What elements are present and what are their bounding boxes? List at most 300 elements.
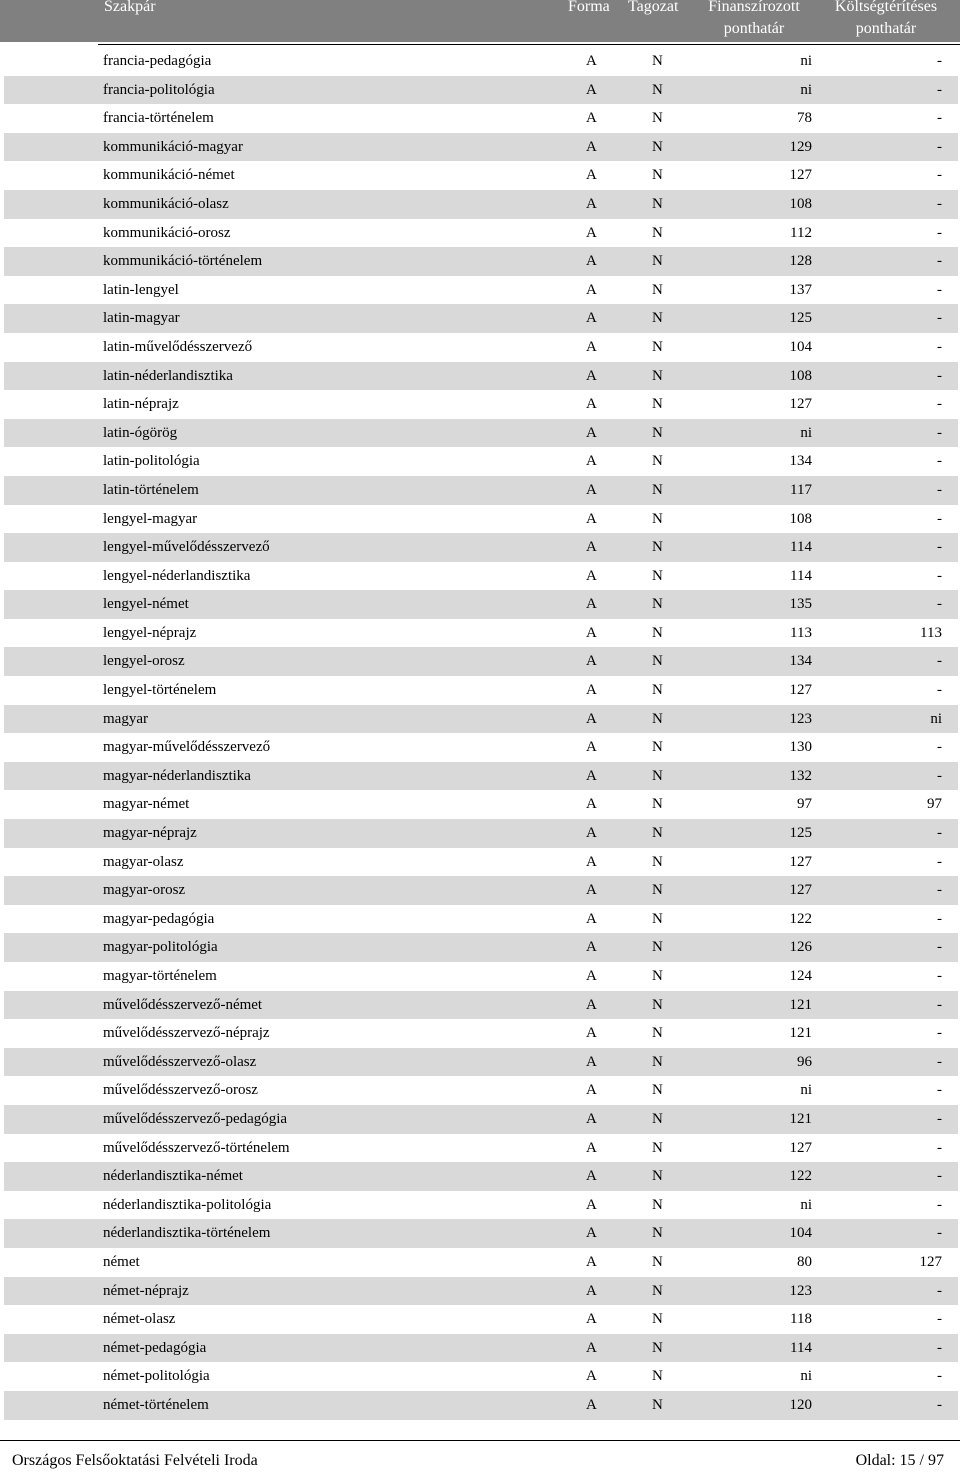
cell-forma: A	[586, 1110, 597, 1127]
cell-koltsegteriteses: -	[937, 653, 942, 670]
cell-koltsegteriteses: -	[937, 424, 942, 441]
cell-szakpar: kommunikáció-történelem	[103, 253, 263, 270]
cell-szakpar: művelődésszervező-német	[103, 996, 263, 1013]
cell-tagozat: N	[652, 424, 663, 441]
cell-finanszirozott: 135	[789, 596, 812, 613]
cell-tagozat: N	[652, 110, 663, 127]
cell-tagozat: N	[652, 481, 663, 498]
cell-finanszirozott: 112	[790, 224, 812, 241]
table-row	[0, 1105, 960, 1134]
cell-koltsegteriteses: -	[937, 682, 942, 699]
cell-szakpar: lengyel-néderlandisztika	[103, 567, 251, 584]
cell-finanszirozott: ni	[800, 1196, 812, 1213]
cell-koltsegteriteses: -	[937, 1368, 942, 1385]
cell-forma: A	[586, 1282, 597, 1299]
cell-finanszirozott: 127	[789, 882, 812, 899]
table-row	[0, 390, 960, 419]
cell-szakpar: néderlandisztika-politológia	[103, 1196, 272, 1213]
cell-finanszirozott: 122	[789, 910, 812, 927]
table-row	[0, 362, 960, 391]
cell-finanszirozott: ni	[800, 53, 812, 69]
cell-forma: A	[586, 539, 597, 556]
cell-tagozat: N	[652, 682, 663, 699]
cell-forma: A	[586, 81, 597, 98]
table-row	[0, 905, 960, 934]
cell-tagozat: N	[652, 195, 663, 212]
cell-szakpar: magyar	[103, 710, 148, 727]
table-row	[0, 1277, 960, 1306]
table-row	[0, 590, 960, 619]
cell-forma: A	[586, 1368, 597, 1385]
cell-tagozat: N	[652, 224, 663, 241]
table-row	[0, 333, 960, 362]
cell-finanszirozott: 120	[789, 1396, 812, 1413]
cell-forma: A	[586, 138, 597, 155]
cell-forma: A	[586, 1311, 597, 1328]
cell-tagozat: N	[652, 1282, 663, 1299]
cell-forma: A	[586, 910, 597, 927]
cell-koltsegteriteses: -	[937, 825, 942, 842]
cell-tagozat: N	[652, 1339, 663, 1356]
column-header-finanszirozott	[704, 0, 804, 40]
column-header-finanszirozott-line1: Finanszírozott	[708, 0, 800, 15]
cell-szakpar: néderlandisztika-történelem	[103, 1225, 271, 1242]
cell-tagozat: N	[652, 1168, 663, 1185]
cell-tagozat: N	[652, 1082, 663, 1099]
cell-szakpar: magyar-pedagógia	[103, 910, 215, 927]
cell-szakpar: német-olasz	[103, 1311, 176, 1328]
cell-koltsegteriteses: -	[937, 110, 942, 127]
header-divider	[98, 44, 960, 45]
cell-forma: A	[586, 1396, 597, 1413]
cell-szakpar: művelődésszervező-történelem	[103, 1139, 290, 1156]
table-row	[0, 219, 960, 248]
table-row	[0, 1019, 960, 1048]
table-row	[0, 505, 960, 534]
cell-tagozat: N	[652, 624, 663, 641]
cell-forma: A	[586, 1053, 597, 1070]
cell-finanszirozott: 108	[789, 195, 812, 212]
cell-koltsegteriteses: 127	[919, 1253, 942, 1270]
cell-tagozat: N	[652, 968, 663, 984]
cell-forma: A	[586, 653, 597, 670]
cell-finanszirozott: 127	[789, 167, 812, 184]
table-row	[0, 1391, 960, 1420]
table-body	[0, 47, 960, 1420]
table-row	[0, 276, 960, 305]
cell-forma: A	[586, 338, 597, 355]
cell-forma: A	[586, 510, 597, 527]
cell-tagozat: N	[652, 253, 663, 270]
cell-koltsegteriteses: -	[937, 1339, 942, 1356]
column-header-finanszirozott-line2: ponthatár	[723, 20, 785, 37]
footer-page-number: Oldal: 15 / 97	[855, 1452, 944, 1469]
table-row	[0, 161, 960, 190]
cell-tagozat: N	[652, 939, 663, 956]
cell-finanszirozott: 124	[789, 968, 812, 984]
cell-finanszirozott: 126	[789, 939, 812, 956]
column-header-szakpar: Szakpár	[104, 0, 156, 15]
cell-forma: A	[586, 281, 597, 298]
cell-finanszirozott: 121	[789, 996, 812, 1013]
table-row	[0, 190, 960, 219]
cell-finanszirozott: ni	[800, 81, 812, 98]
table-row	[0, 819, 960, 848]
cell-tagozat: N	[652, 567, 663, 584]
cell-finanszirozott: 134	[789, 653, 812, 670]
cell-szakpar: művelődésszervező-olasz	[103, 1053, 257, 1070]
cell-szakpar: francia-történelem	[103, 110, 214, 127]
table-row	[0, 47, 960, 76]
cell-koltsegteriteses: -	[937, 253, 942, 270]
table-row	[0, 304, 960, 333]
cell-tagozat: N	[652, 853, 663, 870]
cell-koltsegteriteses: -	[937, 53, 942, 69]
cell-szakpar: német-néprajz	[103, 1282, 189, 1299]
cell-szakpar: kommunikáció-magyar	[103, 138, 243, 155]
table-row	[0, 991, 960, 1020]
cell-koltsegteriteses: -	[937, 1311, 942, 1328]
cell-tagozat: N	[652, 367, 663, 384]
cell-finanszirozott: 97	[797, 796, 812, 813]
cell-forma: A	[586, 939, 597, 956]
cell-szakpar: kommunikáció-olasz	[103, 195, 229, 212]
table-row	[0, 1334, 960, 1363]
cell-finanszirozott: 104	[789, 1225, 812, 1242]
cell-tagozat: N	[652, 910, 663, 927]
cell-finanszirozott: 127	[789, 682, 812, 699]
column-header-tagozat: Tagozat	[628, 0, 679, 15]
cell-finanszirozott: ni	[800, 1368, 812, 1385]
cell-forma: A	[586, 253, 597, 270]
cell-koltsegteriteses: -	[937, 1025, 942, 1042]
cell-finanszirozott: 96	[797, 1053, 812, 1070]
cell-finanszirozott: 137	[789, 281, 812, 298]
cell-tagozat: N	[652, 1396, 663, 1413]
cell-finanszirozott: 134	[789, 453, 812, 470]
cell-tagozat: N	[652, 453, 663, 470]
cell-szakpar: magyar-olasz	[103, 853, 184, 870]
table-row	[0, 790, 960, 819]
cell-tagozat: N	[652, 281, 663, 298]
cell-szakpar: lengyel-magyar	[103, 510, 198, 527]
cell-forma: A	[586, 53, 597, 69]
cell-tagozat: N	[652, 1025, 663, 1042]
cell-koltsegteriteses: -	[937, 739, 942, 756]
table-row	[0, 933, 960, 962]
cell-szakpar: művelődésszervező-orosz	[103, 1082, 258, 1099]
table-header	[0, 0, 960, 42]
cell-tagozat: N	[652, 596, 663, 613]
cell-tagozat: N	[652, 1311, 663, 1328]
cell-szakpar: német	[103, 1253, 140, 1270]
table-row	[0, 1362, 960, 1391]
cell-tagozat: N	[652, 1196, 663, 1213]
cell-szakpar: magyar-néderlandisztika	[103, 767, 251, 784]
cell-koltsegteriteses: -	[937, 567, 942, 584]
column-header-forma: Forma	[568, 0, 610, 15]
table-row	[0, 705, 960, 734]
cell-szakpar: magyar-orosz	[103, 882, 186, 899]
footer-organization: Országos Felsőoktatási Felvételi Iroda	[12, 1452, 258, 1469]
cell-szakpar: lengyel-orosz	[103, 653, 185, 670]
cell-tagozat: N	[652, 653, 663, 670]
cell-finanszirozott: 127	[789, 853, 812, 870]
cell-szakpar: művelődésszervező-pedagógia	[103, 1110, 288, 1127]
table-row	[0, 733, 960, 762]
cell-szakpar: lengyel-művelődésszervező	[103, 539, 270, 556]
cell-koltsegteriteses: -	[937, 1396, 942, 1413]
cell-szakpar: lengyel-történelem	[103, 682, 217, 699]
cell-szakpar: latin-politológia	[103, 453, 200, 470]
cell-tagozat: N	[652, 138, 663, 155]
table-row	[0, 104, 960, 133]
cell-tagozat: N	[652, 739, 663, 756]
cell-tagozat: N	[652, 1139, 663, 1156]
cell-tagozat: N	[652, 1253, 663, 1270]
cell-koltsegteriteses: -	[937, 338, 942, 355]
cell-finanszirozott: 108	[789, 367, 812, 384]
table-row	[0, 1219, 960, 1248]
table-row	[0, 1048, 960, 1077]
cell-koltsegteriteses: -	[937, 1168, 942, 1185]
cell-forma: A	[586, 853, 597, 870]
table-row	[0, 76, 960, 105]
cell-szakpar: magyar-néprajz	[103, 825, 197, 842]
cell-finanszirozott: 118	[790, 1311, 812, 1328]
table-row	[0, 133, 960, 162]
cell-tagozat: N	[652, 396, 663, 413]
table-row	[0, 247, 960, 276]
cell-koltsegteriteses: ni	[930, 710, 942, 727]
cell-finanszirozott: 123	[789, 710, 812, 727]
cell-tagozat: N	[652, 796, 663, 813]
cell-koltsegteriteses: -	[937, 939, 942, 956]
cell-szakpar: latin-ógörög	[103, 424, 178, 441]
cell-forma: A	[586, 167, 597, 184]
cell-tagozat: N	[652, 310, 663, 327]
cell-finanszirozott: 104	[789, 338, 812, 355]
cell-szakpar: latin-lengyel	[103, 281, 179, 298]
cell-koltsegteriteses: -	[937, 510, 942, 527]
cell-forma: A	[586, 767, 597, 784]
cell-forma: A	[586, 1139, 597, 1156]
cell-forma: A	[586, 996, 597, 1013]
cell-tagozat: N	[652, 1110, 663, 1127]
cell-forma: A	[586, 1225, 597, 1242]
cell-tagozat: N	[652, 882, 663, 899]
cell-koltsegteriteses: -	[937, 1225, 942, 1242]
cell-szakpar: lengyel-német	[103, 596, 189, 613]
cell-finanszirozott: 127	[789, 1139, 812, 1156]
cell-finanszirozott: 80	[797, 1253, 812, 1270]
cell-tagozat: N	[652, 338, 663, 355]
cell-koltsegteriteses: -	[937, 81, 942, 98]
cell-forma: A	[586, 224, 597, 241]
cell-forma: A	[586, 739, 597, 756]
table-row	[0, 962, 960, 991]
column-header-koltsegteriteses-line1: Költségtérítéses	[834, 0, 938, 15]
cell-koltsegteriteses: -	[937, 1082, 942, 1099]
cell-koltsegteriteses: -	[937, 767, 942, 784]
cell-forma: A	[586, 110, 597, 127]
cell-finanszirozott: ni	[800, 1082, 812, 1099]
table-row	[0, 1248, 960, 1277]
cell-szakpar: latin-művelődésszervező	[103, 338, 253, 355]
cell-forma: A	[586, 596, 597, 613]
cell-tagozat: N	[652, 1053, 663, 1070]
cell-szakpar: művelődésszervező-néprajz	[103, 1025, 270, 1042]
cell-szakpar: latin-néderlandisztika	[103, 367, 233, 384]
cell-tagozat: N	[652, 53, 663, 69]
cell-szakpar: kommunikáció-német	[103, 167, 235, 184]
table-row	[0, 676, 960, 705]
table-row	[0, 1134, 960, 1163]
cell-forma: A	[586, 310, 597, 327]
cell-finanszirozott: 132	[789, 767, 812, 784]
cell-finanszirozott: 114	[790, 539, 812, 556]
cell-forma: A	[586, 1339, 597, 1356]
cell-finanszirozott: 128	[789, 253, 812, 270]
cell-koltsegteriteses: -	[937, 167, 942, 184]
cell-forma: A	[586, 882, 597, 899]
cell-finanszirozott: 108	[789, 510, 812, 527]
cell-forma: A	[586, 481, 597, 498]
cell-forma: A	[586, 1168, 597, 1185]
cell-szakpar: néderlandisztika-német	[103, 1168, 243, 1185]
cell-finanszirozott: 117	[790, 481, 812, 498]
cell-forma: A	[586, 1196, 597, 1213]
table-row	[0, 1076, 960, 1105]
cell-tagozat: N	[652, 767, 663, 784]
cell-finanszirozott: 113	[790, 624, 812, 641]
cell-koltsegteriteses: -	[937, 853, 942, 870]
cell-forma: A	[586, 710, 597, 727]
cell-koltsegteriteses: -	[937, 539, 942, 556]
cell-koltsegteriteses: -	[937, 281, 942, 298]
cell-finanszirozott: 122	[789, 1168, 812, 1185]
cell-tagozat: N	[652, 81, 663, 98]
cell-forma: A	[586, 195, 597, 212]
cell-koltsegteriteses: -	[937, 453, 942, 470]
cell-szakpar: német-politológia	[103, 1368, 210, 1385]
cell-koltsegteriteses: -	[937, 1110, 942, 1127]
cell-szakpar: latin-magyar	[103, 310, 180, 327]
cell-koltsegteriteses: -	[937, 367, 942, 384]
cell-tagozat: N	[652, 539, 663, 556]
cell-forma: A	[586, 1082, 597, 1099]
cell-szakpar: francia-politológia	[103, 81, 215, 98]
table-row	[0, 876, 960, 905]
cell-forma: A	[586, 453, 597, 470]
cell-tagozat: N	[652, 510, 663, 527]
column-header-koltsegteriteses	[830, 0, 942, 40]
cell-finanszirozott: 123	[789, 1282, 812, 1299]
cell-tagozat: N	[652, 167, 663, 184]
cell-szakpar: magyar-történelem	[103, 968, 217, 984]
table-row	[0, 533, 960, 562]
cell-koltsegteriteses: -	[937, 1139, 942, 1156]
table-row	[0, 1162, 960, 1191]
cell-koltsegteriteses: -	[937, 596, 942, 613]
cell-tagozat: N	[652, 1368, 663, 1385]
cell-forma: A	[586, 825, 597, 842]
cell-koltsegteriteses: -	[937, 1282, 942, 1299]
table-row	[0, 619, 960, 648]
table-row	[0, 476, 960, 505]
cell-forma: A	[586, 1025, 597, 1042]
cell-finanszirozott: 121	[789, 1110, 812, 1127]
cell-tagozat: N	[652, 996, 663, 1013]
table-row	[0, 562, 960, 591]
cell-finanszirozott: 78	[797, 110, 812, 127]
cell-finanszirozott: 127	[789, 396, 812, 413]
cell-szakpar: kommunikáció-orosz	[103, 224, 231, 241]
cell-forma: A	[586, 624, 597, 641]
cell-finanszirozott: 114	[790, 1339, 812, 1356]
cell-finanszirozott: ni	[800, 424, 812, 441]
cell-forma: A	[586, 424, 597, 441]
cell-koltsegteriteses: -	[937, 910, 942, 927]
cell-koltsegteriteses: -	[937, 481, 942, 498]
cell-forma: A	[586, 796, 597, 813]
cell-szakpar: magyar-politológia	[103, 939, 218, 956]
cell-szakpar: német-történelem	[103, 1396, 209, 1413]
table-row	[0, 762, 960, 791]
cell-forma: A	[586, 1253, 597, 1270]
cell-finanszirozott: 121	[789, 1025, 812, 1042]
cell-koltsegteriteses: -	[937, 996, 942, 1013]
cell-finanszirozott: 130	[789, 739, 812, 756]
cell-szakpar: lengyel-néprajz	[103, 624, 197, 641]
cell-forma: A	[586, 367, 597, 384]
cell-finanszirozott: 114	[790, 567, 812, 584]
cell-koltsegteriteses: 97	[927, 796, 942, 813]
table-row	[0, 1191, 960, 1220]
cell-koltsegteriteses: -	[937, 1053, 942, 1070]
cell-finanszirozott: 125	[789, 825, 812, 842]
cell-koltsegteriteses: -	[937, 968, 942, 984]
table-row	[0, 1305, 960, 1334]
cell-forma: A	[586, 682, 597, 699]
column-header-koltsegteriteses-line2: ponthatár	[855, 20, 917, 37]
cell-tagozat: N	[652, 710, 663, 727]
cell-finanszirozott: 125	[789, 310, 812, 327]
table-row	[0, 419, 960, 448]
cell-koltsegteriteses: -	[937, 1196, 942, 1213]
cell-koltsegteriteses: -	[937, 138, 942, 155]
table-row	[0, 647, 960, 676]
cell-tagozat: N	[652, 1225, 663, 1242]
cell-koltsegteriteses: -	[937, 224, 942, 241]
cell-szakpar: magyar-német	[103, 796, 190, 813]
cell-koltsegteriteses: -	[937, 310, 942, 327]
cell-szakpar: latin-történelem	[103, 481, 199, 498]
cell-szakpar: német-pedagógia	[103, 1339, 207, 1356]
cell-forma: A	[586, 968, 597, 984]
cell-forma: A	[586, 567, 597, 584]
cell-szakpar: latin-néprajz	[103, 396, 179, 413]
table-row	[0, 447, 960, 476]
cell-finanszirozott: 129	[789, 138, 812, 155]
cell-koltsegteriteses: -	[937, 882, 942, 899]
cell-koltsegteriteses: 113	[920, 624, 942, 641]
cell-szakpar: magyar-művelődésszervező	[103, 739, 271, 756]
cell-forma: A	[586, 396, 597, 413]
cell-koltsegteriteses: -	[937, 396, 942, 413]
cell-szakpar: francia-pedagógia	[103, 53, 212, 69]
table-row	[0, 848, 960, 877]
